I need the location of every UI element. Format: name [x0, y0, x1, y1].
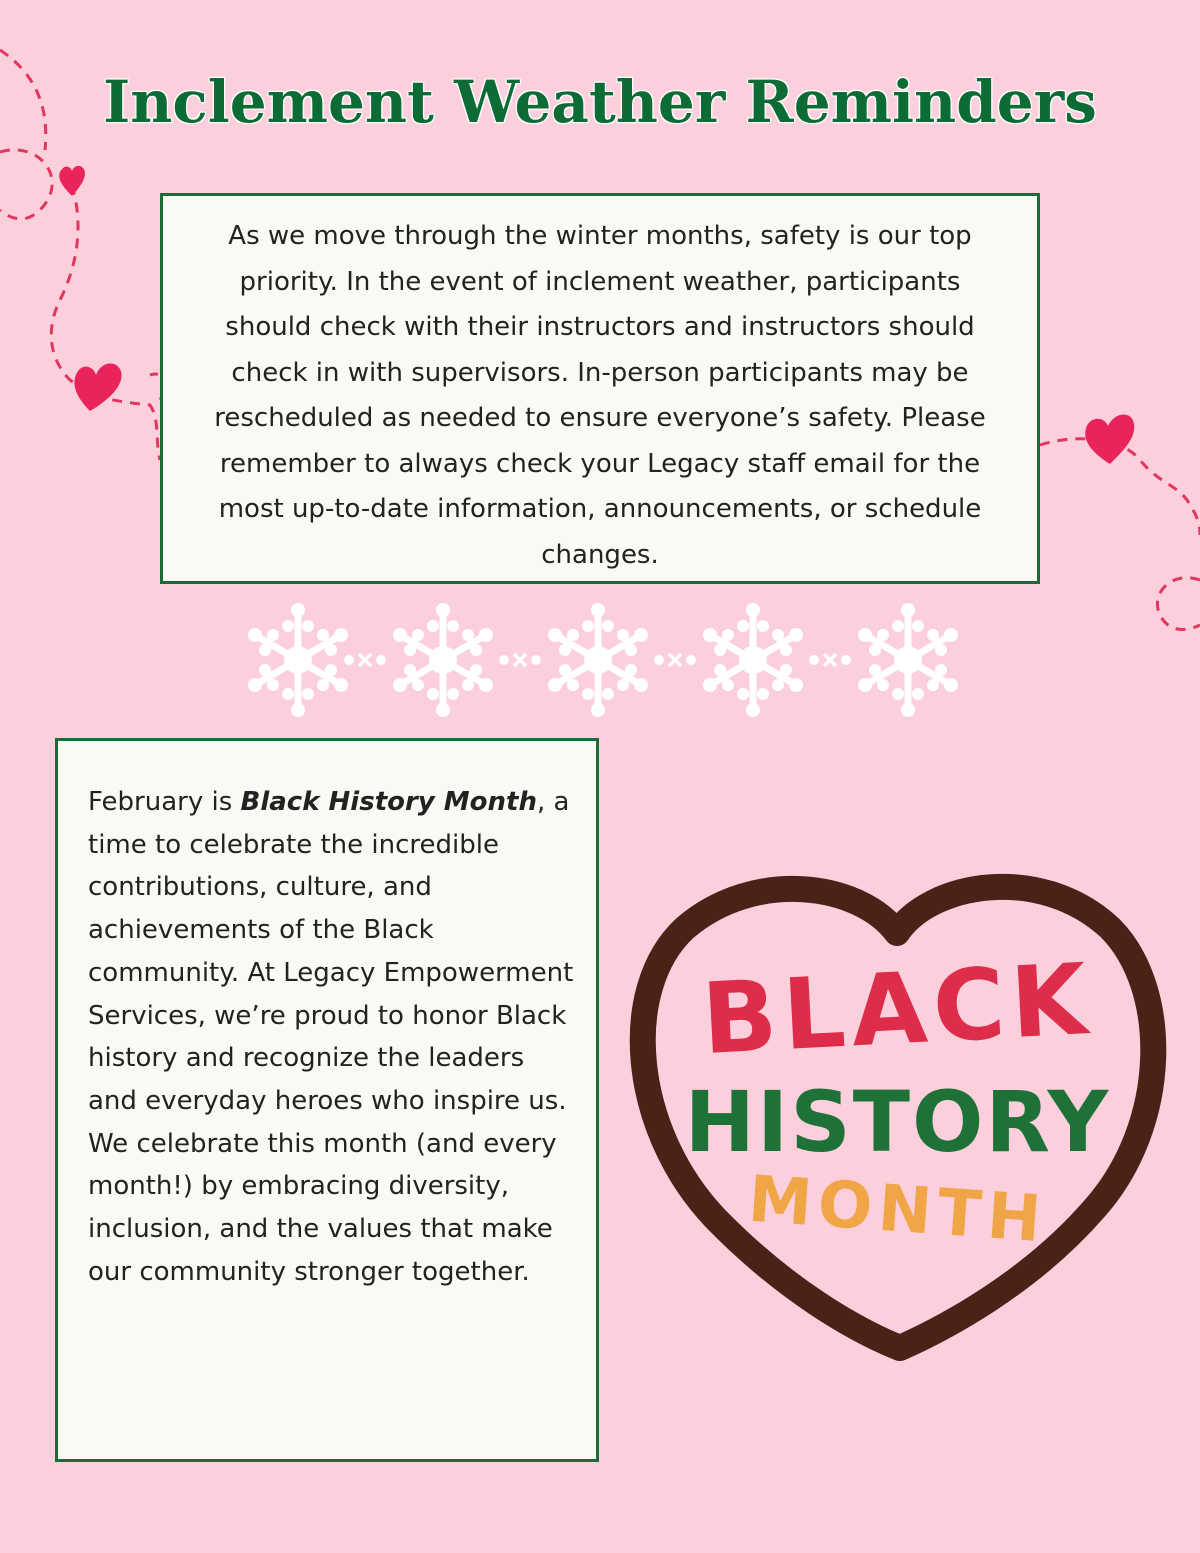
weather-notice-box — [160, 193, 1040, 584]
snowflake-divider — [236, 602, 966, 718]
heart-icon — [70, 353, 126, 415]
snowflake-icon — [393, 603, 493, 717]
heart-icon — [56, 160, 88, 200]
badge-line-month: MONTH — [745, 1162, 1050, 1258]
snowflake-icon — [248, 603, 348, 717]
badge-line-history: HISTORY — [684, 1073, 1111, 1171]
black-history-month-text — [88, 781, 576, 1293]
weather-notice-text: As we move through the winter months, safety is our top priority. In the event of inclement weather, participants should check with their instructors and instructors should check in with supervisors. In-person participants may be rescheduled as needed to ensure everyone’s safety. Please remember to always check your Legacy staff email for the most up-to-date information, announcements, or schedule changes. — [214, 221, 986, 570]
badge-line-black: BLACK — [699, 942, 1096, 1078]
bhm-body: , a time to celebrate the incredible contributions, culture, and achievements of the Black community. At Legacy Empowerment Services, we’re proud to honor Black history and recognize the leaders and everyday heroes who inspire us. We celebrate this month (and every month!) by embracing diversity, inclusion, and the values that make our community stronger together. — [88, 787, 574, 1287]
heart-icon — [1080, 408, 1138, 468]
bhm-intro: February is — [88, 787, 241, 817]
black-history-month-box — [55, 738, 599, 1462]
bhm-emphasis: Black History Month — [240, 787, 537, 817]
black-history-month-badge — [625, 858, 1170, 1363]
snowflake-icon — [858, 603, 958, 717]
page-title: Inclement Weather Reminders — [103, 68, 1097, 136]
snowflake-icon — [703, 603, 803, 717]
snowflake-icon — [548, 603, 648, 717]
